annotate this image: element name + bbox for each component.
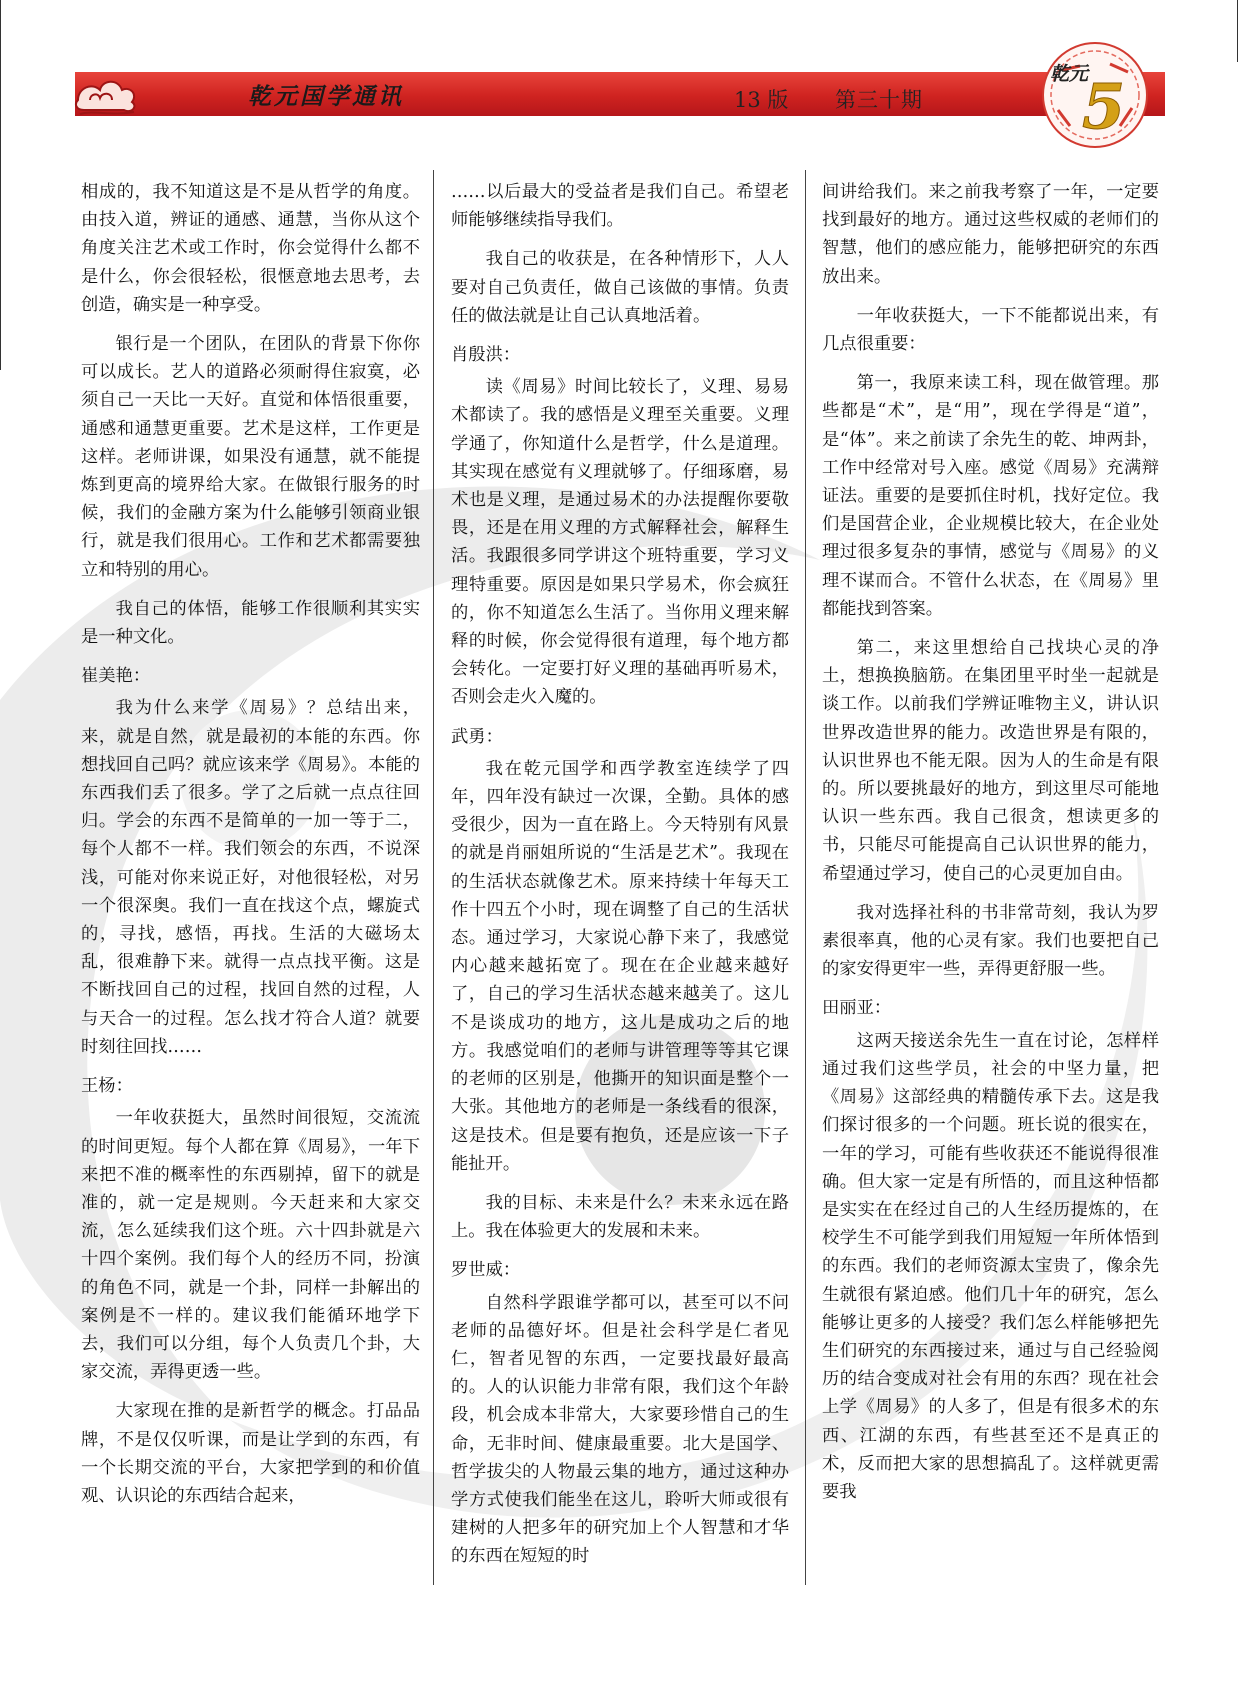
- page-edge-line-right: [1237, 0, 1238, 62]
- article-paragraph: 相成的，我不知道这是不是从哲学的角度。由技入道，辨证的通感、通慧，当你从这个角度关注艺术或工作时，你会觉得什么都不是什么，你会很轻松，很惬意地去思考，去创造，确实是一种享受。: [81, 182, 420, 315]
- article-paragraph: 自然科学跟谁学都可以，甚至可以不问老师的品德好坏。但是社会科学是仁者见仁，智者见智的东西，一定要找最好最高的。人的认识能力非常有限，我们这个年龄段，机会成本非常大，大家要珍惜自己的生命，无非时间、健康最重要。北大是国学、哲学拔尖的人物最云集的地方，通过这种办学方式使我们能坐在这儿，聆听大师或很有建树的人把多年的研究加上个人智慧和才华的东西在短短的时: [451, 1292, 789, 1567]
- article-paragraph: 这两天接送余先生一直在讨论，怎样样通过我们这些学员，社会的中坚力量，把《周易》这部经典的精髓传承下去。这是我们探讨很多的一个问题。班长说的很实在，一年的学习，可能有些收获还不能说得很准确。但大家一定是有所悟的，而且这种悟都是实实在在经过自己的人生经历提炼的，在校学生不可能学到我们用短短一年所体悟到的东西。我们的老师资源太宝贵了，像余先生就很有紧迫感。他们几十年的研究，怎么能够让更多的人接受？我们怎么样能够把先生们研究的东西接过来，通过与自己经验阅历的结合变成对社会有用的东西？现在社会上学《周易》的人多了，但是有很多术的东西、江湖的东西，有些甚至还不是真正的术，反而把大家的思想搞乱了。这样就更需要我: [822, 1030, 1159, 1502]
- logo-text: 乾元: [1050, 63, 1089, 85]
- text-column-left: [81, 178, 420, 1521]
- article-paragraph: 间讲给我们。来之前我考察了一年，一定要找到最好的地方。通过这些权威的老师们的智慧，他们的感应能力，能够把研究的东西放出来。: [822, 182, 1159, 287]
- column-divider-1: [433, 170, 434, 1585]
- article-paragraph: 第一，我原来读工科，现在做管理。那些都是“术”，是“用”，现在学得是“道”，是“体”。来之前读了余先生的乾、坤两卦，工作中经常对号入座。感觉《周易》充满辩证法。重要的是要抓住时机，找好定位。我们是国营企业，企业规模比较大，在企业处理过很多复杂的事情，感觉与《周易》的义理不谋而合。不管什么状态，在《周易》里都能找到答案。: [822, 373, 1159, 619]
- text-column-middle: [451, 178, 789, 1582]
- logo-number: 5: [1082, 70, 1126, 143]
- article-paragraph: 我对选择社科的书非常苛刻，我认为罗素很率真，他的心灵有家。我们也要把自己的家安得更牢一些，弄得更舒服一些。: [822, 902, 1159, 980]
- article-paragraph: 大家现在推的是新哲学的概念。打品品牌，不是仅仅听课，而是让学到的东西，有一个长期交流的平台，大家把学到的和价值观、认识论的东西结合起来，: [81, 1401, 420, 1506]
- article-paragraph: 我自己的收获是，在各种情形下，人人要对自己负责任，做自己该做的事情。负责任的做法就是让自己认真地活着。: [451, 249, 789, 326]
- page-edge-line-left: [0, 0, 1, 370]
- auspicious-cloud-icon: [72, 70, 142, 118]
- speaker-name: 王杨：: [81, 1076, 133, 1097]
- issue-number: 第三十期: [835, 88, 923, 112]
- qianyuan-seal-logo: [1040, 40, 1150, 150]
- article-paragraph: 第二，来这里想给自己找块心灵的净土，想换换脑筋。在集团里平时坐一起就是谈工作。以前我们学辨证唯物主义，讲认识世界改造世界的能力。改造世界是有限的，认识世界也不能无限。因为人的生命是有限的。所以要挑最好的地方，到这里尽可能地认识一些东西。我自己很贪，想读更多的书，只能尽可能提高自己认识世界的能力，希望通过学习，使自己的心灵更加自由。: [822, 638, 1159, 884]
- article-paragraph: 一年收获挺大，一下不能都说出来，有几点很重要：: [822, 305, 1159, 355]
- article-paragraph: 我为什么来学《周易》？总结出来，来，就是自然，就是最初的本能的东西。你想找回自己吗？就应该来学《周易》。本能的东西我们丢了很多。学了之后就一点点往回归。学会的东西不是简单的一加一等于二，每个人都不一样。我们领会的东西，不说深浅，可能对你来说正好，对他很轻松，对另一个很深奥。我们一直在找这个点，螺旋式的，寻找，感悟，再找。生活的大磁场太乱，很难静下来。就得一点点找平衡。这是不断找回自己的过程，找回自然的过程，人与天合一的过程。怎么找才符合人道？就要时刻往回找……: [81, 698, 420, 1057]
- header-banner: [75, 72, 1165, 116]
- page-number: 13 版: [734, 88, 789, 112]
- article-paragraph: 银行是一个团队，在团队的背景下你你可以成长。艺人的道路必须耐得住寂寞，必须自己一天比一天好。直觉和体悟很重要，通感和通慧更重要。艺术是这样，工作更是这样。老师讲课，如果没有通慧，就不能提炼到更高的境界给大家。在做银行服务的时候，我们的金融方案为什么能够引领商业银行，就是我们很用心。工作和艺术都需要独立和特别的用心。: [81, 334, 420, 580]
- column-divider-2: [805, 170, 806, 1585]
- speaker-name: 崔美艳：: [81, 666, 151, 687]
- speaker-name: 罗世威：: [451, 1260, 521, 1281]
- publication-title: 乾元国学通讯: [248, 84, 404, 110]
- speaker-name: 肖殷洪：: [451, 345, 521, 366]
- article-paragraph: 一年收获挺大，虽然时间很短，交流流的时间更短。每个人都在算《周易》，一年下来把不准的概率性的东西剔掉，留下的就是准的，就一定是规则。今天赶来和大家交流，怎么延续我们这个班。六十四卦就是六十四个案例。我们每个人的经历不同，扮演的角色不同，就是一个卦，同样一卦解出的案例是不一样的。建议我们能循环地学下去，我们可以分组，每个人负责几个卦，大家交流，弄得更透一些。: [81, 1108, 420, 1383]
- text-column-right: [822, 178, 1159, 1517]
- speaker-name: 武勇：: [451, 726, 503, 747]
- article-paragraph: ……以后最大的受益者是我们自己。希望老师能够继续指导我们。: [451, 182, 789, 231]
- article-paragraph: 我的目标、未来是什么？未来永远在路上。我在体验更大的发展和未来。: [451, 1192, 789, 1242]
- article-paragraph: 我在乾元国学和西学教室连续学了四年，四年没有缺过一次课，全勤。具体的感受很少，因为一直在路上。今天特别有风景的就是肖丽姐所说的“生活是艺术”。我现在的生活状态就像艺术。原来持续十年每天工作十四五个小时，现在调整了自己的生活状态。通过学习，大家说心静下来了，我感觉内心越来越拓宽了。现在在企业越来越好了，自己的学习生活状态越来越美了。这儿不是谈成功的地方，这儿是成功之后的地方。我感觉咱们的老师与讲管理等等其它课的老师的区别是，他撕开的知识面是整个一大张。其他地方的老师是一条线看的很深，这是技术。但是要有抱负，还是应该一下子能扯开。: [451, 758, 789, 1174]
- speaker-name: 田丽亚：: [822, 998, 892, 1019]
- article-paragraph: 读《周易》时间比较长了，义理、易易术都读了。我的感悟是义理至关重要。义理学通了，你知道什么是哲学，什么是道理。其实现在感觉有义理就够了。仔细琢磨，易术也是义理，是通过易术的办法提醒你要敬畏，还是在用义理的方式解释社会，解释生活。我跟很多同学讲这个班特重要，学习义理特重要。原因是如果只学易术，你会疯狂的，你不知道怎么生活了。当你用义理来解释的时候，你会觉得很有道理，每个地方都会转化。一定要打好义理的基础再听易术，否则会走火入魔的。: [451, 377, 789, 708]
- article-paragraph: 我自己的体悟，能够工作很顺利其实实是一种文化。: [81, 598, 420, 648]
